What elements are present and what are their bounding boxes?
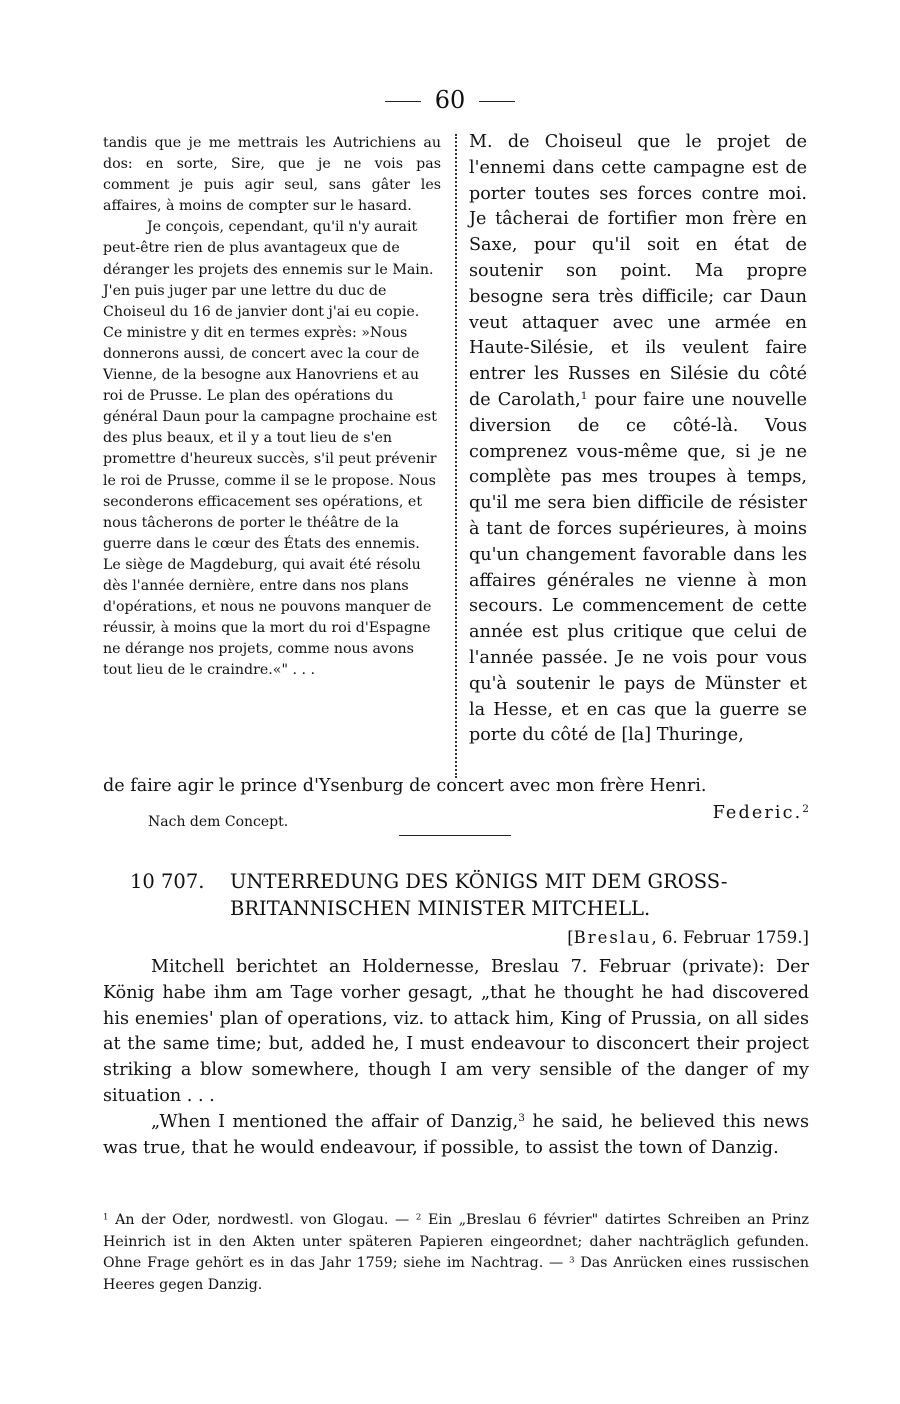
date-place: Breslau	[573, 928, 652, 947]
footnote-3: Das Anrücken eines russischen Heeres gegen Danzig.	[103, 1255, 809, 1293]
date-rest: , 6. Februar 1759.]	[651, 928, 809, 947]
body-paragraph-2	[103, 1110, 809, 1162]
document-number: 10 707.	[130, 870, 205, 893]
body-paragraph-2-b: he said, he believed this news was true, that he would endeavour, if possible, to assist the town of Danzig.	[103, 1111, 809, 1158]
heading-title-2: BRITANNISCHEN MINISTER MITCHELL.	[230, 897, 651, 920]
header-dash-right	[479, 101, 515, 102]
header-dash-left	[385, 101, 421, 102]
footnotes	[103, 1210, 809, 1296]
page-header	[0, 86, 900, 114]
right-text-a: M. de Choiseul que le projet de l'ennemi dans cette campagne est de porter toutes ses forces contre moi. Je tâcherai de fortifier mon frère en Saxe, pour qu'il soit en état de soutenir son point. Ma propre besogne sera très difficile; car Daun veut attaquer avec une armée en Haute-Silésie, et ils veulent faire entrer les Russes en Silésie du côté de Carolath,	[469, 132, 807, 410]
column-divider	[455, 134, 457, 778]
document-heading	[130, 868, 810, 922]
body-paragraph-1: Mitchell berichtet an Holdernesse, Breslau 7. Februar (private): Der König habe ihm am Tage vorher gesagt, „that he thought he had discovered his enemies' plan of operations, viz. to attack him, King of Prussia, on all sides at the same time; but, added he, I must endeavour to disconcert their project striking a blow somewhere, though I am very sensible of the danger of my situation . . .	[103, 957, 809, 1106]
footnote-1: An der Oder, nordwestl. von Glogau. —	[108, 1212, 416, 1228]
heading-line-1	[130, 868, 810, 895]
source-note: Nach dem Concept.	[148, 814, 289, 830]
footnote-2-mark: 2	[415, 1212, 422, 1223]
right-paragraph	[469, 130, 807, 749]
right-text-b: pour faire une nouvelle diversion de ce côté-là. Vous comprenez vous-même que, si je ne complète pas mes troupes à temps, qu'il me sera bien difficile de résister à tant de forces supérieures, à moins qu'un changement favorable dans les affaires générales ne vienne à mon secours. Le commencement de cette année est plus critique que celui de l'année passée. Je ne vois pour vous qu'à soutenir le pays de Münster et la Hesse, et en cas que la guerre se porte du côté de [la] Thuringe,	[469, 389, 807, 746]
signature	[713, 803, 809, 823]
left-paragraph-1: tandis que je me mettrais les Autrichiens au dos: en sorte, Sire, que je ne vois pas comment je puis agir seul, sans gâter les affaires, à moins de compter sur le hasard.	[103, 135, 441, 215]
footnote-2: Ein „Breslau 6 février" datirtes Schreiben an Prinz Heinrich ist in den Akten unter späteren Papieren eingeordnet; daher nachträglich gefunden. Ohne Frage gehört es in das Jahr 1759; siehe im Nachtrag. —	[103, 1212, 809, 1271]
section-rule	[399, 835, 511, 836]
left-paragraph-2: Je conçois, cependant, qu'il n'y aurait peut-être rien de plus avantageux que de déranger les projets des ennemis sur le Main. J'en puis juger par une lettre du duc de Choiseul du 16 de janvier dont j'ai eu copie. Ce ministre y dit en termes exprès: »Nous donnerons aussi, de concert avec la cour de Vienne, de la besogne aux Hanovriens et au roi de Prusse. Le plan des opérations du général Daun pour la campagne prochaine est des plus beaux, et il y a tout lieu de s'en promettre d'heureux succès, s'il peut prévenir le roi de Prusse, comme il se le propose. Nous seconderons efficacement ses opérations, et nous tâcherons de porter le théâtre de la guerre dans le cœur des États des ennemis. Le siège de Magdeburg, qui avait été résolu dès l'année dernière, entre dans nos plans d'opérations, et nous ne pouvons manquer de réussir, à moins que la mort du roi d'Espagne ne dérange nos projets, comme nous avons tout lieu de le craindre.«" . . .	[103, 219, 437, 679]
date-bracket: [	[567, 928, 574, 947]
footnote-mark-3: 3	[518, 1111, 525, 1124]
right-column	[469, 130, 807, 749]
date-line	[567, 928, 809, 947]
signature-text: Federic.	[712, 803, 803, 823]
page-number: 60	[434, 86, 466, 114]
heading-title-1: UNTERREDUNG DES KÖNIGS MIT DEM GROSS-	[230, 870, 728, 893]
closing-line: de faire agir le prince d'Ysenburg de concert avec mon frère Henri.	[103, 776, 707, 796]
footnote-3-mark: 3	[569, 1255, 575, 1266]
footnote-mark-2: 2	[802, 803, 809, 816]
footnote-1-mark: 1	[103, 1212, 109, 1223]
body-paragraph-2-a: „When I mentioned the affair of Danzig,	[151, 1111, 519, 1132]
main-body	[103, 955, 809, 1161]
footnote-mark-1: 1	[580, 390, 588, 403]
left-column	[103, 133, 441, 681]
footnote-block	[103, 1210, 809, 1296]
